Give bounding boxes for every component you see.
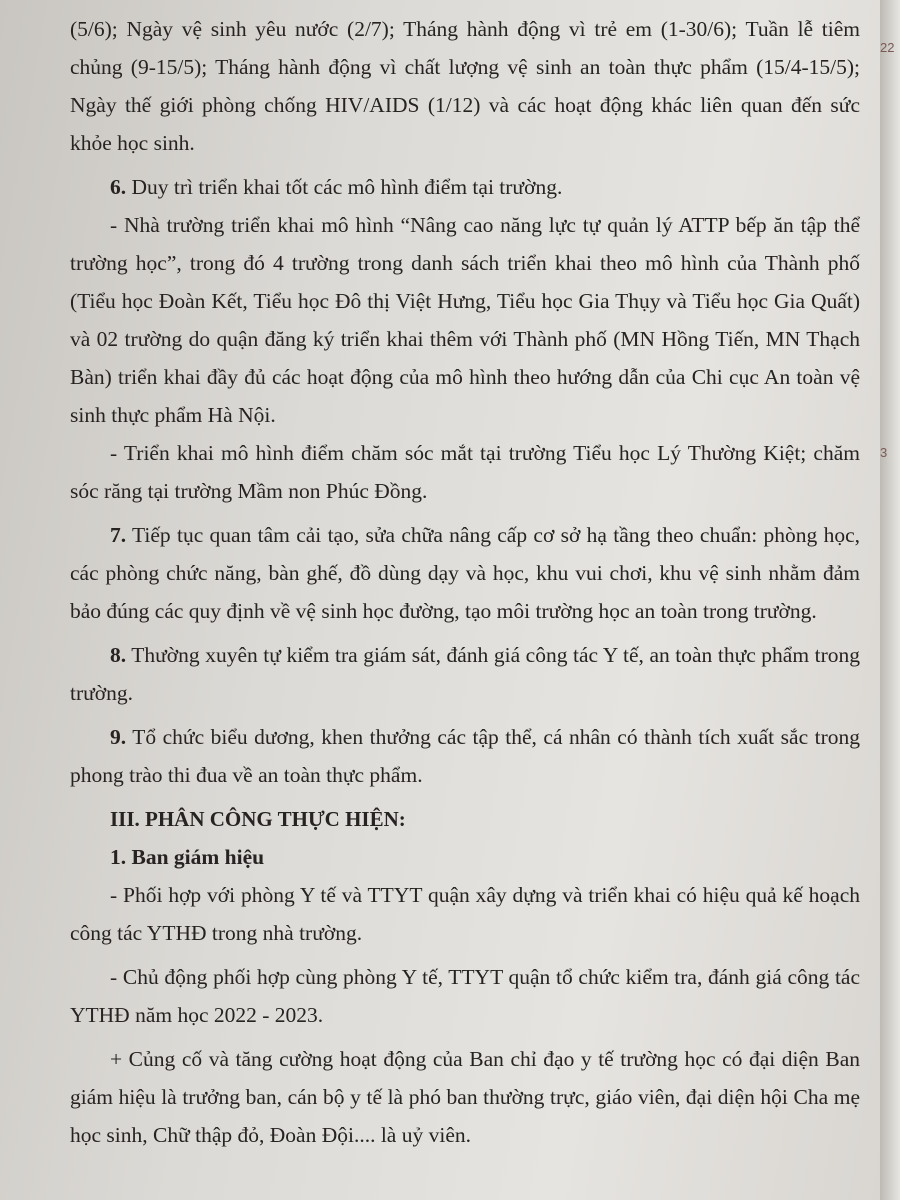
item-9-text: Tổ chức biểu dương, khen thưởng các tập thể, cá nhân có thành tích xuất sắc trong phong trào thi đua về an toàn thực phẩm. [70,725,860,787]
item-6-text: Duy trì triển khai tốt các mô hình điểm tại trường. [126,175,563,199]
item-7-text: Tiếp tục quan tâm cải tạo, sửa chữa nâng cấp cơ sở hạ tầng theo chuẩn: phòng học, các phòng chức năng, bàn ghế, đồ dùng dạy và học, khu vui chơi, khu vệ sinh nhằm đảm bảo đúng các quy định về vệ sinh học đường, tạo môi trường học an toàn trong trường. [70,523,860,623]
item-8-number: 8. [110,643,127,667]
item-6 [70,168,860,206]
item-9 [70,718,860,794]
item-8-text: Thường xuyên tự kiểm tra giám sát, đánh giá công tác Y tế, an toàn thực phẩm trong trường. [70,643,860,705]
edge-mark-mid: 3 [880,445,888,460]
adjacent-page-edge [880,0,900,1200]
paragraph-continuation: (5/6); Ngày vệ sinh yêu nước (2/7); Tháng hành động vì trẻ em (1-30/6); Tuần lễ tiêm chủng (9-15/5); Tháng hành động vì chất lượng vệ sinh an toàn thực phẩm (15/4-15/5); Ngày thế giới phòng chống HIV/AIDS (1/12) và các hoạt động khác liên quan đến sức khỏe học sinh. [70,17,860,155]
edge-mark-top: 22 [880,40,895,55]
item-7-number: 7. [110,523,127,547]
item-7 [70,516,860,630]
item-6-number: 6. [110,175,127,199]
item-8 [70,636,860,712]
item-6-bullet-b: - Triển khai mô hình điểm chăm sóc mắt tại trường Tiểu học Lý Thường Kiệt; chăm sóc răng tại trường Mầm non Phúc Đồng. [70,441,860,503]
document-body [70,10,860,1154]
item-6-bullet-a: - Nhà trường triển khai mô hình “Nâng cao năng lực tự quản lý ATTP bếp ăn tập thể trường học”, trong đó 4 trường trong danh sách triển khai theo mô hình của Thành phố (Tiểu học Đoàn Kết, Tiểu học Đô thị Việt Hưng, Tiểu học Gia Thụy và Tiểu học Gia Quất) và 02 trường do quận đăng ký triển khai thêm với Thành phố (MN Hồng Tiến, MN Thạch Bàn) triển khai đầy đủ các hoạt động của mô hình theo hướng dẫn của Chi cục An toàn vệ sinh thực phẩm Hà Nội. [70,213,860,427]
sub1-bullet-a: - Phối hợp với phòng Y tế và TTYT quận xây dựng và triển khai có hiệu quả kế hoạch công tác YTHĐ trong nhà trường. [70,883,860,945]
sub1-bullet-b: - Chủ động phối hợp cùng phòng Y tế, TTYT quận tổ chức kiểm tra, đánh giá công tác YTHĐ năm học 2022 - 2023. [70,965,860,1027]
sub1-bullet-c: + Củng cố và tăng cường hoạt động của Ban chỉ đạo y tế trường học có đại diện Ban giám hiệu là trưởng ban, cán bộ y tế là phó ban thường trực, giáo viên, đại diện hội Cha mẹ học sinh, Chữ thập đỏ, Đoàn Đội.... là uỷ viên. [70,1047,860,1147]
section-heading-3: III. PHÂN CÔNG THỰC HIỆN: [110,807,406,831]
item-9-number: 9. [110,725,127,749]
subheading-ban-giam-hieu: 1. Ban giám hiệu [110,845,265,869]
